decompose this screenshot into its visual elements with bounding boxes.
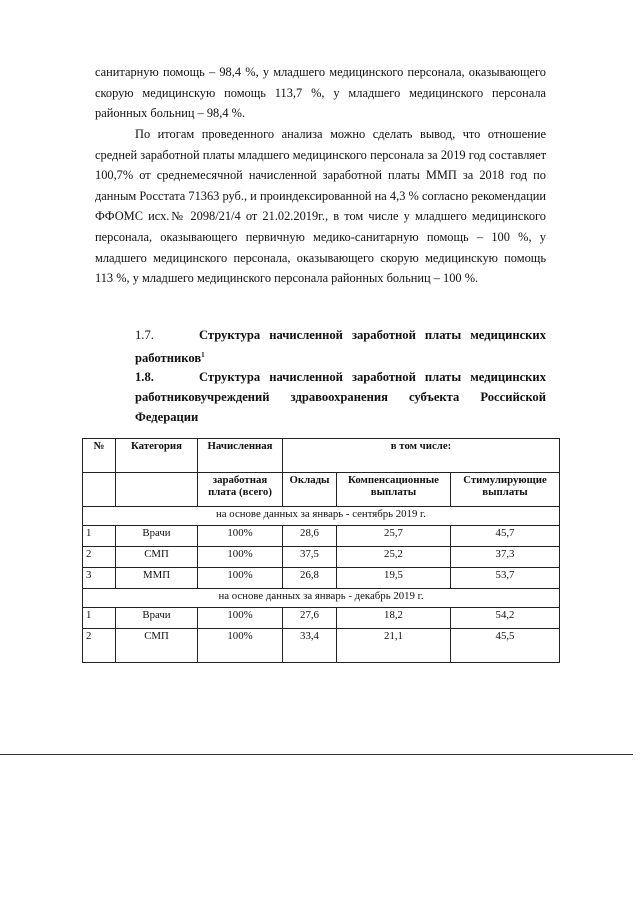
header-category: Категория bbox=[116, 439, 198, 473]
footnote-separator bbox=[0, 754, 633, 755]
header-compensation: Компенсационные выплаты bbox=[337, 473, 451, 507]
header-including: в том числе: bbox=[283, 439, 560, 473]
cell-compensation: 25,7 bbox=[337, 526, 451, 547]
table-subheader-row bbox=[83, 473, 560, 507]
section-label: на основе данных за январь - сентябрь 2019 г. bbox=[83, 507, 560, 526]
header-accrued: Начисленная bbox=[198, 439, 283, 473]
header-accrued-total: заработная плата (всего) bbox=[198, 473, 283, 507]
cell-num: 2 bbox=[83, 547, 116, 568]
cell-incentive: 54,2 bbox=[451, 608, 560, 629]
salary-structure-table bbox=[82, 438, 560, 663]
heading-1-7-text: Структура начисленной заработной платы медицинских работников bbox=[135, 328, 546, 366]
cell-compensation: 21,1 bbox=[337, 629, 451, 663]
heading-1-7 bbox=[95, 325, 546, 368]
cell-salary: 28,6 bbox=[283, 526, 337, 547]
cell-compensation: 18,2 bbox=[337, 608, 451, 629]
heading-1-8-text: Структура начисленной заработной платы медицинских работниковучреждений здравоохранения субъекта Российской Федерации bbox=[135, 370, 546, 424]
cell-incentive: 45,7 bbox=[451, 526, 560, 547]
cell-num: 1 bbox=[83, 526, 116, 547]
subheader-empty-category bbox=[116, 473, 198, 507]
paragraph-2: По итогам проведенного анализа можно сделать вывод, что отношение средней заработной платы младшего медицинского персонала за 2019 год составляет 100,7% от среднемесячной начисленной заработной платы ММП за 2018 год по данным Росстата 71363 руб., и проиндексированной на 4,3 % согласно рекомендации ФФОМС исх.№ 2098/21/4 от 21.02.2019г., в том числе у младшего медицинского персонала, оказывающего первичную медико-санитарную помощь – 100 %, у младшего медицинского персонала, оказывающего скорую медицинскую помощь 113 %, у младшего медицинского персонала районных больниц – 100 %. bbox=[95, 127, 546, 286]
cell-incentive: 53,7 bbox=[451, 568, 560, 589]
subheader-empty-num bbox=[83, 473, 116, 507]
table-header-row bbox=[83, 439, 560, 473]
cell-category: СМП bbox=[116, 547, 198, 568]
section-row bbox=[83, 589, 560, 608]
table-row bbox=[83, 568, 560, 589]
cell-total: 100% bbox=[198, 608, 283, 629]
cell-total: 100% bbox=[198, 526, 283, 547]
section-row bbox=[83, 507, 560, 526]
cell-num: 3 bbox=[83, 568, 116, 589]
cell-total: 100% bbox=[198, 568, 283, 589]
cell-category: Врачи bbox=[116, 526, 198, 547]
cell-compensation: 25,2 bbox=[337, 547, 451, 568]
cell-category: ММП bbox=[116, 568, 198, 589]
cell-salary: 33,4 bbox=[283, 629, 337, 663]
header-salaries: Оклады bbox=[283, 473, 337, 507]
table-row bbox=[83, 629, 560, 663]
cell-incentive: 45,5 bbox=[451, 629, 560, 663]
cell-total: 100% bbox=[198, 547, 283, 568]
table-row bbox=[83, 526, 560, 547]
table-row bbox=[83, 547, 560, 568]
header-incentive: Стимулирующие выплаты bbox=[451, 473, 560, 507]
footnote-marker: 1 bbox=[201, 351, 205, 359]
heading-1-7-number: 1.7. bbox=[135, 328, 154, 342]
cell-num: 2 bbox=[83, 629, 116, 663]
cell-incentive: 37,3 bbox=[451, 547, 560, 568]
cell-salary: 27,6 bbox=[283, 608, 337, 629]
cell-category: СМП bbox=[116, 629, 198, 663]
cell-salary: 37,5 bbox=[283, 547, 337, 568]
heading-1-8 bbox=[95, 367, 546, 427]
cell-total: 100% bbox=[198, 629, 283, 663]
paragraph-1: санитарную помощь – 98,4 %, у младшего медицинского персонала, оказывающего скорую медицинскую помощь 113,7 %, у младшего медицинского персонала районных больниц – 98,4 %. bbox=[95, 65, 546, 121]
table-row bbox=[83, 608, 560, 629]
heading-1-8-number: 1.8. bbox=[135, 370, 154, 384]
header-num: № bbox=[83, 439, 116, 473]
cell-salary: 26,8 bbox=[283, 568, 337, 589]
section-label: на основе данных за январь - декабрь 2019 г. bbox=[83, 589, 560, 608]
cell-category: Врачи bbox=[116, 608, 198, 629]
cell-compensation: 19,5 bbox=[337, 568, 451, 589]
cell-num: 1 bbox=[83, 608, 116, 629]
